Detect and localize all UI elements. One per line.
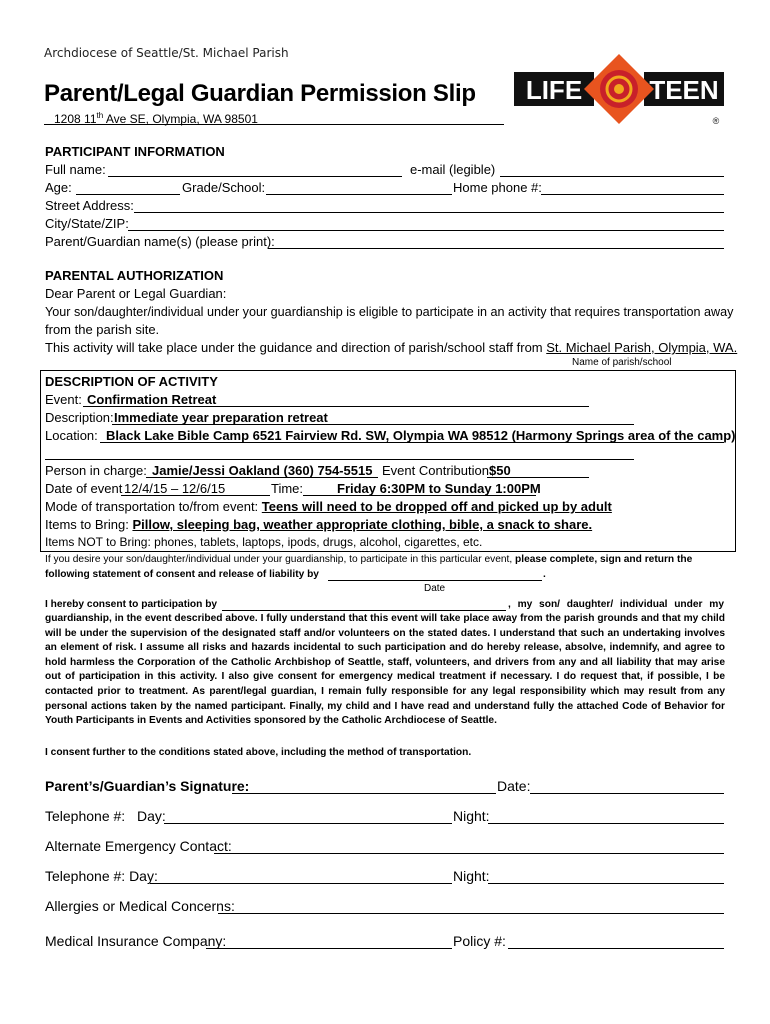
event-field-line (83, 406, 589, 407)
time-value: Friday 6:30PM to Sunday 1:00PM (337, 481, 541, 496)
allergies-label: Allergies or Medical Concerns: (45, 898, 235, 914)
telephone-label: Telephone #: (45, 808, 126, 824)
location-label: Location: (45, 428, 98, 443)
bring-label-text: Items to Bring: (45, 517, 129, 532)
authorization-line-2: from the parish site. (45, 322, 160, 337)
street-label: Street Address: (45, 198, 134, 213)
bring-value: Pillow, sleeping bag, weather appropriate clothing, bible, a snack to share. (132, 517, 593, 532)
date-label: Date of event (45, 481, 123, 496)
authorization-line-3-text: This activity will take place under the guidance and direction of parish/school staff from (45, 340, 547, 355)
location-value: Black Lake Bible Camp 6521 Fairview Rd. SW, Olympia WA 98512 (Harmony Springs area of the camp) (106, 428, 736, 443)
description-field-line (112, 424, 634, 425)
logo-registered: ® (712, 116, 720, 126)
grade-label: Grade/School: (182, 180, 266, 195)
telephone-2-label: Telephone #: Day: (45, 868, 158, 884)
insurance-label: Medical Insurance Company: (45, 933, 227, 949)
life-teen-logo (514, 52, 724, 130)
person-value: Jamie/Jessi Oakland (360) 754-5515 (152, 463, 373, 478)
email-field[interactable] (500, 176, 724, 177)
full-name-field[interactable] (108, 176, 402, 177)
home-phone-field[interactable] (541, 194, 724, 195)
parish-value: St. Michael Parish, Olympia, WA. (546, 340, 738, 355)
participant-name-field[interactable] (222, 610, 506, 611)
not-bring: Items NOT to Bring: phones, tablets, laptops, ipods, drugs, alcohol, cigarettes, etc. (45, 535, 483, 549)
logo-teen-text: TEEN (649, 75, 719, 105)
hereby-post (508, 598, 724, 611)
guardian-label: Parent/Guardian name(s) (please print): (45, 234, 275, 249)
consent-period: . (543, 569, 546, 580)
guardian-field[interactable] (268, 248, 724, 249)
allergies-field[interactable] (218, 913, 724, 914)
location-extra-line (45, 459, 634, 460)
day-label: Day: (137, 808, 166, 824)
alt-day-phone-field[interactable] (150, 883, 452, 884)
event-value: Confirmation Retreat (87, 392, 217, 407)
night-label: Night: (453, 808, 490, 824)
policy-field[interactable] (508, 948, 724, 949)
city-field[interactable] (128, 230, 724, 231)
time-field-line (303, 495, 536, 496)
alt-contact-field[interactable] (214, 853, 724, 854)
transport-label-text: Mode of transportation to/from event: (45, 499, 259, 514)
policy-label: Policy #: (453, 933, 506, 949)
address-rest: Ave SE, Olympia, WA 98501 (103, 112, 258, 126)
description-label: Description: (45, 410, 114, 425)
signature-date-field[interactable] (530, 793, 724, 794)
night-phone-field[interactable] (488, 823, 724, 824)
street-field[interactable] (134, 212, 724, 213)
time-label: Time: (271, 481, 304, 496)
salutation: Dear Parent or Legal Guardian: (45, 286, 227, 301)
contribution-label: Event Contribution: (382, 463, 493, 478)
contribution-field-line (487, 477, 589, 478)
person-label: Person in charge: (45, 463, 147, 478)
age-field[interactable] (76, 194, 180, 195)
alt-night-phone-field[interactable] (488, 883, 724, 884)
authorization-line-1: Your son/daughter/individual under your guardianship is eligible to participate in an activity that requires transportation away (45, 305, 734, 319)
date-caption: Date (424, 583, 446, 594)
consent-intro-bold: please complete, sign and return the (515, 554, 693, 565)
address-suffix: th (96, 111, 104, 120)
city-label: City/State/ZIP: (45, 216, 129, 231)
parish-line: Archdiocese of Seattle/St. Michael Parish (44, 46, 289, 60)
return-date-field[interactable] (328, 580, 542, 581)
signature-field[interactable] (232, 793, 496, 794)
email-label: e-mail (legible) (410, 162, 496, 177)
full-name-label: Full name: (45, 162, 106, 177)
bring-label (45, 517, 592, 533)
grade-field[interactable] (266, 194, 452, 195)
parish-caption: Name of parish/school (572, 357, 672, 368)
age-label: Age: (45, 180, 72, 195)
page-title: Parent/Legal Guardian Permission Slip (44, 80, 476, 107)
home-phone-label: Home phone #: (453, 180, 542, 195)
activity-heading: DESCRIPTION OF ACTIVITY (45, 374, 218, 389)
address-street: 1208 11 (54, 112, 97, 126)
consent-intro-line-2: following statement of consent and release of liability by (45, 569, 319, 580)
header-rule (44, 124, 504, 125)
hereby-post-text: , my son/ daughter/ individual under my (508, 599, 724, 610)
signature-date-label: Date: (497, 778, 531, 794)
transport-label (45, 499, 612, 515)
transport-value: Teens will need to be dropped off and picked up by adult (261, 499, 612, 514)
consent-intro-text: If you desire your son/daughter/individual under your guardianship, to participate in this particular event, (45, 554, 516, 565)
logo-center (614, 84, 624, 94)
description-value: Immediate year preparation retreat (114, 410, 328, 425)
participant-heading: PARTICIPANT INFORMATION (45, 144, 225, 159)
location-field-line (100, 442, 724, 443)
consent-further: I consent further to the conditions stated above, including the method of transportation. (45, 747, 472, 758)
day-phone-field[interactable] (164, 823, 452, 824)
alt-contact-label: Alternate Emergency Contact: (45, 838, 232, 854)
person-field-line (146, 477, 378, 478)
date-field-line (121, 495, 270, 496)
consent-body: guardianship, in the event described above. I fully understand that this event will take place away from the parish grounds and that my child will be under the supervision of the designated staff and/or volunteers on the stated dates. I understand that such an undertaking involves an element of risk. I assume all risks and hazards incidental to such participation and do hereby release, absolve, indemnify, and agree to hold harmless the Corporation of the Catholic Archbishop of Seattle, staff, volunteers, and drivers from any and all liability that may arise out of participation in this activity. I also give consent for emergency medical treatment if necessary. I do request that, if possible, I be contacted prior to treatment. As parent/legal guardian, I remain fully responsible for any legal responsibility which may result from any personal actions taken by the named participant. Finally, my child and I have read and understand fully the attached Code of Behavior for Youth Participants in Events and Activities sponsored by the Catholic Archdiocese of Seattle. (45, 613, 725, 727)
date-value: 12/4/15 – 12/6/15 (124, 481, 226, 496)
hereby-label: I hereby consent to participation by (45, 599, 218, 610)
night-2-label: Night: (453, 868, 490, 884)
signature-label: Parent’s/Guardian’s Signature: (45, 778, 250, 794)
insurance-field[interactable] (206, 948, 452, 949)
logo-life-text: LIFE (525, 75, 583, 105)
contribution-value: $50 (489, 463, 511, 478)
authorization-heading: PARENTAL AUTHORIZATION (45, 268, 224, 283)
authorization-line-3 (45, 340, 737, 356)
consent-intro (45, 553, 692, 566)
event-label: Event: (45, 392, 82, 407)
